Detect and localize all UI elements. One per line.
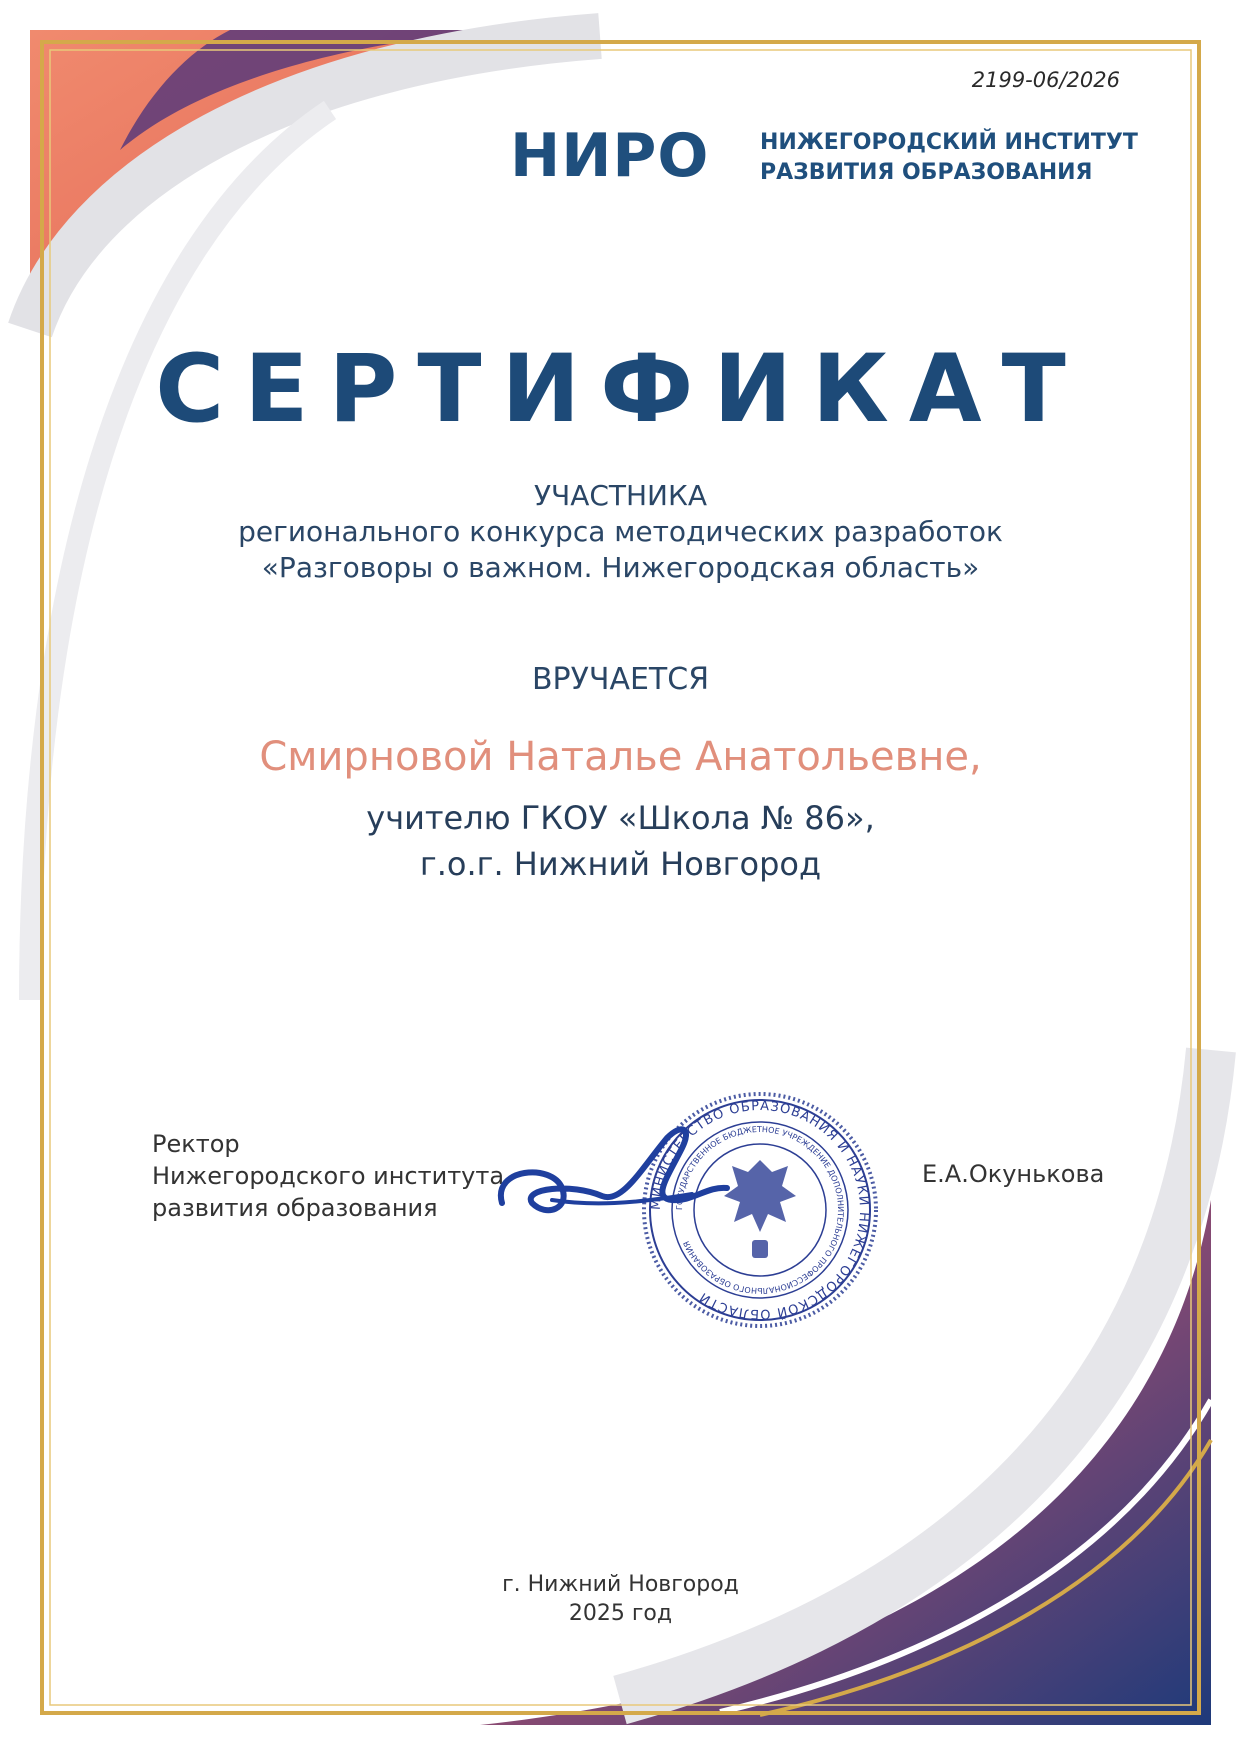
logo-institute-name [760,128,1138,188]
recipient-position [100,795,1141,887]
place-and-year [0,1570,1241,1628]
recipient-name: Смирновой Наталье Анатольевне, [259,734,982,780]
handwritten-signature [492,1108,732,1228]
recipient-position-line-2: г.о.г. Нижний Новгород [419,845,822,883]
place: г. Нижний Новгород [502,1572,739,1597]
subtitle-line-3: «Разговоры о важном. Нижегородская область» [261,551,980,584]
subtitle-line-2: регионального конкурса методических разработок [238,515,1003,548]
signer-title-line-1: Ректор [152,1130,240,1158]
coat-of-arms-emblem [724,1160,796,1258]
recipient-position-line-1: учителю ГКОУ «Школа № 86», [366,799,875,837]
svg-text:ГОСУДАРСТВЕННОЕ БЮДЖЕТНОЕ УЧРЕ: ГОСУДАРСТВЕННОЕ БЮДЖЕТНОЕ УЧРЕЖДЕНИЕ ДОПОЛНИТЕЛЬНОГО ПРОФЕССИОНАЛЬНОГO ОБРАЗОВАНИЯ [674,1124,846,1296]
logo-niro: НИРО [510,121,710,191]
signer-title-line-2: Нижегородского института [152,1162,505,1190]
certificate-number: 2199-06/2026 [971,68,1120,92]
signer-name: Е.А.Окунькова [922,1160,1105,1188]
signer-title [152,1128,504,1224]
certificate-subtitle [100,478,1141,586]
subtitle-line-1: УЧАСТНИКА [533,479,708,512]
logo-text-line-1: НИЖЕГОРОДСКИЙ ИНСТИТУТ [760,130,1138,155]
logo-text-line-2: РАЗВИТИЯ ОБРАЗОВАНИЯ [760,160,1093,185]
signer-title-line-3: развития образования [152,1194,438,1222]
certificate-title: СЕРТИФИКАТ [155,335,1086,444]
awarded-label: ВРУЧАЕТСЯ [531,662,710,697]
year: 2025 год [568,1601,673,1626]
svg-text:МИНИСТЕРСТВО ОБРАЗОВАНИЯ И НАУ: МИНИСТЕРСТВО ОБРАЗОВАНИЯ И НАУКИ НИЖЕГОРОДСКОЙ ОБЛАСТИ [648,1098,872,1322]
